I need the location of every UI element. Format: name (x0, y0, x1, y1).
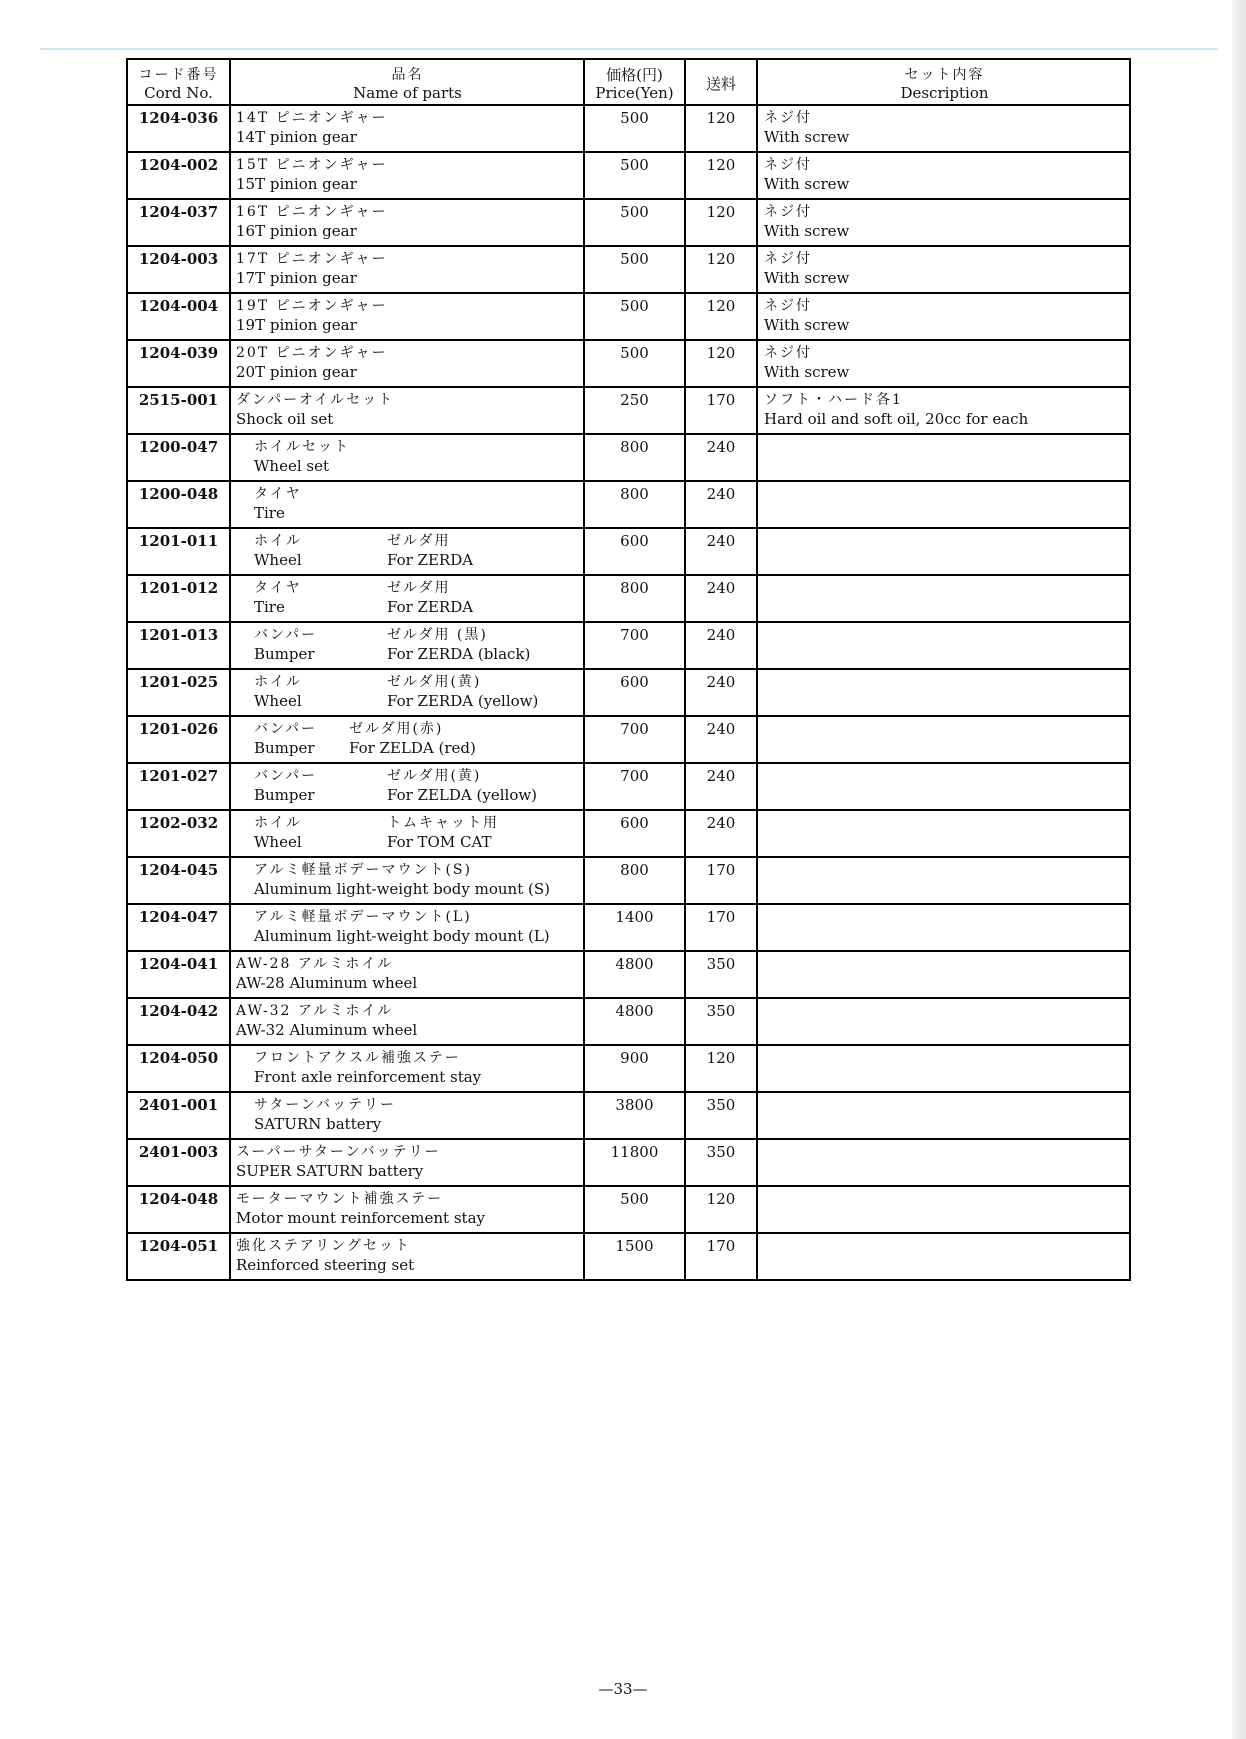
table-row (127, 1186, 1130, 1233)
desc-en: With screw (764, 363, 850, 381)
cell-shipping: 120 (685, 1186, 757, 1233)
desc-jp: ソフト・ハード各1 (764, 392, 903, 408)
cell-shipping: 120 (685, 105, 757, 152)
part-for-jp: ゼルダ用 (387, 580, 451, 596)
cell-description (757, 810, 1130, 857)
table-row (127, 951, 1130, 998)
part-for-en: For ZERDA (387, 598, 474, 616)
part-name-jp: バンパー (254, 768, 318, 784)
cell-price: 700 (584, 716, 685, 763)
part-name-jp: サターンバッテリー (254, 1097, 397, 1113)
name-en-row (236, 598, 579, 617)
cell-price: 3800 (584, 1092, 685, 1139)
part-name-en: Front axle reinforcement stay (254, 1068, 482, 1086)
cell-name (230, 340, 584, 387)
part-name-jp: ホイル (254, 815, 302, 831)
part-name-jp: 強化ステアリングセット (236, 1238, 411, 1254)
part-name-jp: フロントアクスル補強ステー (254, 1050, 461, 1066)
desc-en: With screw (764, 316, 850, 334)
name-jp-row (236, 673, 579, 692)
cell-name (230, 622, 584, 669)
cell-description (757, 528, 1130, 575)
table-row (127, 434, 1130, 481)
desc-jp: ネジ付 (764, 157, 812, 173)
cell-name (230, 1233, 584, 1280)
part-for-jp: ゼルダ用 (387, 533, 451, 549)
part-name-en: Aluminum light-weight body mount (L) (254, 927, 550, 945)
header-price-en: Price(Yen) (595, 83, 674, 102)
cell-shipping: 170 (685, 857, 757, 904)
part-name-jp: 17T ピニオンギャー (236, 251, 388, 267)
header-rule (40, 48, 1218, 50)
cell-price: 4800 (584, 951, 685, 998)
part-name-en: 15T pinion gear (236, 175, 357, 193)
cell-price: 800 (584, 434, 685, 481)
cell-shipping: 240 (685, 481, 757, 528)
part-for-jp: ゼルダ用(赤) (349, 721, 444, 737)
cell-name (230, 387, 584, 434)
header-shipping (685, 59, 757, 105)
cell-price: 11800 (584, 1139, 685, 1186)
cell-description (757, 1186, 1130, 1233)
cell-name (230, 152, 584, 199)
cell-description (757, 622, 1130, 669)
table-row (127, 152, 1130, 199)
cell-price: 500 (584, 293, 685, 340)
cell-name (230, 763, 584, 810)
part-name-en: Tire (254, 598, 285, 616)
cell-price: 600 (584, 810, 685, 857)
cell-description (757, 575, 1130, 622)
header-code-en: Cord No. (144, 83, 213, 102)
cell-shipping: 170 (685, 387, 757, 434)
header-name-en: Name of parts (353, 83, 462, 102)
cell-code: 1201-011 (127, 528, 230, 575)
name-jp-row (236, 767, 579, 786)
cell-price: 500 (584, 1186, 685, 1233)
cell-shipping: 120 (685, 293, 757, 340)
part-name-jp: モーターマウント補強ステー (236, 1191, 444, 1207)
desc-en: With screw (764, 128, 850, 146)
cell-code: 1200-047 (127, 434, 230, 481)
cell-code: 1204-042 (127, 998, 230, 1045)
cell-name (230, 199, 584, 246)
desc-en: With screw (764, 269, 850, 287)
cell-name (230, 246, 584, 293)
cell-price: 700 (584, 763, 685, 810)
cell-code: 1201-013 (127, 622, 230, 669)
cell-code: 1201-027 (127, 763, 230, 810)
part-for-jp: ゼルダ用(黄) (387, 768, 482, 784)
name-en-row (236, 692, 579, 711)
part-name-en: Bumper (254, 739, 315, 757)
cell-code: 1201-026 (127, 716, 230, 763)
desc-en: With screw (764, 222, 850, 240)
part-name-jp: 19T ピニオンギャー (236, 298, 388, 314)
cell-name (230, 998, 584, 1045)
part-name-jp: 14T ピニオンギャー (236, 110, 388, 126)
part-name-jp: スーパーサターンバッテリー (236, 1144, 441, 1160)
cell-name (230, 1045, 584, 1092)
cell-description (757, 904, 1130, 951)
cell-name (230, 105, 584, 152)
table-row (127, 998, 1130, 1045)
cell-price: 4800 (584, 998, 685, 1045)
part-name-jp: ホイル (254, 533, 302, 549)
header-description (757, 59, 1130, 105)
part-for-en: For ZERDA (387, 551, 474, 569)
table-row (127, 810, 1130, 857)
cell-price: 500 (584, 105, 685, 152)
table-row (127, 669, 1130, 716)
part-for-en: For ZERDA (yellow) (387, 692, 539, 710)
cell-name (230, 293, 584, 340)
cell-description (757, 246, 1130, 293)
cell-shipping: 120 (685, 152, 757, 199)
part-name-en: 19T pinion gear (236, 316, 357, 334)
cell-name (230, 1092, 584, 1139)
cell-shipping: 120 (685, 1045, 757, 1092)
table-row (127, 246, 1130, 293)
header-desc-en: Description (900, 83, 989, 102)
name-jp-row (236, 720, 579, 739)
cell-price: 500 (584, 340, 685, 387)
part-name-en: Motor mount reinforcement stay (236, 1209, 485, 1227)
cell-price: 1500 (584, 1233, 685, 1280)
part-name-en: Bumper (254, 645, 315, 663)
part-name-en: Wheel (254, 833, 302, 851)
part-name-en: AW-28 Aluminum wheel (236, 974, 418, 992)
table-body (127, 105, 1130, 1280)
part-name-jp: 20T ピニオンギャー (236, 345, 388, 361)
cell-description (757, 669, 1130, 716)
part-name-jp: タイヤ (254, 486, 302, 502)
cell-shipping: 240 (685, 434, 757, 481)
part-name-jp: ダンパーオイルセット (236, 392, 395, 408)
cell-code: 1204-050 (127, 1045, 230, 1092)
cell-code: 1204-004 (127, 293, 230, 340)
part-name-jp: アルミ軽量ボデーマウント(S) (254, 862, 472, 878)
table-row (127, 763, 1130, 810)
table-row (127, 575, 1130, 622)
part-name-jp: タイヤ (254, 580, 302, 596)
name-en-row (236, 833, 579, 852)
table-row (127, 199, 1130, 246)
cell-description (757, 105, 1130, 152)
cell-description (757, 1233, 1130, 1280)
cell-name (230, 434, 584, 481)
cell-shipping: 240 (685, 622, 757, 669)
cell-description (757, 340, 1130, 387)
cell-shipping: 240 (685, 575, 757, 622)
cell-description (757, 951, 1130, 998)
cell-code: 2515-001 (127, 387, 230, 434)
part-name-jp: ホイルセット (254, 439, 350, 455)
part-name-en: Bumper (254, 786, 315, 804)
part-for-jp: トムキャット用 (387, 815, 499, 831)
part-name-en: Shock oil set (236, 410, 334, 428)
cell-description (757, 434, 1130, 481)
cell-description (757, 763, 1130, 810)
cell-name (230, 528, 584, 575)
cell-shipping: 120 (685, 246, 757, 293)
page-number: —33— (598, 1680, 648, 1698)
cell-description (757, 387, 1130, 434)
table-row (127, 1139, 1130, 1186)
table-row (127, 293, 1130, 340)
cell-code: 1204-039 (127, 340, 230, 387)
cell-price: 1400 (584, 904, 685, 951)
part-name-en: Wheel (254, 551, 302, 569)
cell-code: 2401-003 (127, 1139, 230, 1186)
name-jp-row (236, 626, 579, 645)
cell-code: 1204-003 (127, 246, 230, 293)
cell-shipping: 120 (685, 340, 757, 387)
cell-shipping: 240 (685, 528, 757, 575)
cell-description (757, 1139, 1130, 1186)
part-name-jp: バンパー (254, 721, 318, 737)
cell-price: 500 (584, 199, 685, 246)
table-header-row (127, 59, 1130, 105)
part-name-jp: バンパー (254, 627, 318, 643)
name-en-row (236, 551, 579, 570)
cell-code: 1204-051 (127, 1233, 230, 1280)
cell-code: 1202-032 (127, 810, 230, 857)
part-name-en: Reinforced steering set (236, 1256, 415, 1274)
cell-price: 600 (584, 528, 685, 575)
part-name-en: Aluminum light-weight body mount (S) (254, 880, 550, 898)
part-name-en: SATURN battery (254, 1115, 382, 1133)
header-code (127, 59, 230, 105)
table-row (127, 857, 1130, 904)
header-code-jp: コード番号 (138, 66, 219, 83)
cell-name (230, 904, 584, 951)
header-price (584, 59, 685, 105)
header-price-jp: 価格(円) (606, 65, 663, 84)
header-name-jp: 品名 (391, 66, 424, 83)
cell-description (757, 293, 1130, 340)
cell-description (757, 857, 1130, 904)
cell-shipping: 170 (685, 1233, 757, 1280)
table-row (127, 1233, 1130, 1280)
desc-en: Hard oil and soft oil, 20cc for each (764, 410, 1029, 428)
table-row (127, 904, 1130, 951)
cell-price: 500 (584, 152, 685, 199)
cell-name (230, 481, 584, 528)
cell-code: 1204-036 (127, 105, 230, 152)
part-name-jp: 15T ピニオンギャー (236, 157, 388, 173)
part-name-en: 14T pinion gear (236, 128, 357, 146)
desc-jp: ネジ付 (764, 204, 812, 220)
part-name-jp: アルミ軽量ボデーマウント(L) (254, 909, 472, 925)
table-row (127, 105, 1130, 152)
desc-jp: ネジ付 (764, 251, 812, 267)
part-name-en: 17T pinion gear (236, 269, 357, 287)
cell-description (757, 1045, 1130, 1092)
cell-name (230, 951, 584, 998)
cell-name (230, 857, 584, 904)
part-name-en: Tire (254, 504, 285, 522)
part-name-en: AW-32 Aluminum wheel (236, 1021, 418, 1039)
part-name-en: SUPER SATURN battery (236, 1162, 424, 1180)
cell-price: 500 (584, 246, 685, 293)
cell-code: 1201-025 (127, 669, 230, 716)
name-jp-row (236, 532, 579, 551)
cell-shipping: 350 (685, 951, 757, 998)
cell-description (757, 199, 1130, 246)
page-edge (1232, 0, 1246, 1739)
parts-table (126, 58, 1131, 1281)
cell-description (757, 998, 1130, 1045)
table-row (127, 622, 1130, 669)
part-for-en: For ZELDA (yellow) (387, 786, 538, 804)
cell-code: 1204-037 (127, 199, 230, 246)
table-row (127, 481, 1130, 528)
cell-description (757, 1092, 1130, 1139)
cell-code: 1204-045 (127, 857, 230, 904)
part-name-jp: AW-32 アルミホイル (236, 1003, 394, 1019)
cell-shipping: 350 (685, 1139, 757, 1186)
cell-description (757, 716, 1130, 763)
part-name-jp: ホイル (254, 674, 302, 690)
desc-jp: ネジ付 (764, 110, 812, 126)
cell-code: 1200-048 (127, 481, 230, 528)
cell-shipping: 350 (685, 1092, 757, 1139)
part-for-jp: ゼルダ用 (黒) (387, 627, 488, 643)
part-name-en: Wheel set (254, 457, 329, 475)
cell-description (757, 152, 1130, 199)
cell-shipping: 170 (685, 904, 757, 951)
cell-code: 1201-012 (127, 575, 230, 622)
table-row (127, 1092, 1130, 1139)
part-name-jp: AW-28 アルミホイル (236, 956, 394, 972)
desc-jp: ネジ付 (764, 345, 812, 361)
cell-shipping: 240 (685, 669, 757, 716)
table-row (127, 528, 1130, 575)
cell-code: 2401-001 (127, 1092, 230, 1139)
cell-price: 250 (584, 387, 685, 434)
name-en-row (236, 739, 579, 758)
cell-name (230, 1186, 584, 1233)
part-name-en: 16T pinion gear (236, 222, 357, 240)
cell-shipping: 350 (685, 998, 757, 1045)
desc-en: With screw (764, 175, 850, 193)
header-name (230, 59, 584, 105)
table-row (127, 1045, 1130, 1092)
cell-price: 800 (584, 857, 685, 904)
table-row (127, 387, 1130, 434)
table-row (127, 340, 1130, 387)
name-jp-row (236, 814, 579, 833)
part-for-en: For ZERDA (black) (387, 645, 531, 663)
name-en-row (236, 645, 579, 664)
cell-price: 700 (584, 622, 685, 669)
cell-code: 1204-041 (127, 951, 230, 998)
cell-name (230, 810, 584, 857)
part-name-en: Wheel (254, 692, 302, 710)
cell-shipping: 120 (685, 199, 757, 246)
part-for-jp: ゼルダ用(黄) (387, 674, 482, 690)
cell-shipping: 240 (685, 763, 757, 810)
cell-name (230, 575, 584, 622)
cell-code: 1204-048 (127, 1186, 230, 1233)
cell-name (230, 669, 584, 716)
table-row (127, 716, 1130, 763)
cell-name (230, 716, 584, 763)
cell-name (230, 1139, 584, 1186)
cell-shipping: 240 (685, 810, 757, 857)
cell-code: 1204-002 (127, 152, 230, 199)
cell-price: 900 (584, 1045, 685, 1092)
part-name-jp: 16T ピニオンギャー (236, 204, 388, 220)
desc-jp: ネジ付 (764, 298, 812, 314)
cell-price: 800 (584, 481, 685, 528)
cell-price: 600 (584, 669, 685, 716)
name-en-row (236, 786, 579, 805)
part-name-en: 20T pinion gear (236, 363, 357, 381)
part-for-en: For ZELDA (red) (349, 739, 476, 757)
cell-code: 1204-047 (127, 904, 230, 951)
cell-shipping: 240 (685, 716, 757, 763)
part-for-en: For TOM CAT (387, 833, 492, 851)
header-shipping-jp: 送料 (705, 74, 736, 93)
cell-description (757, 481, 1130, 528)
header-desc-jp: セット内容 (904, 66, 985, 83)
name-jp-row (236, 579, 579, 598)
cell-price: 800 (584, 575, 685, 622)
